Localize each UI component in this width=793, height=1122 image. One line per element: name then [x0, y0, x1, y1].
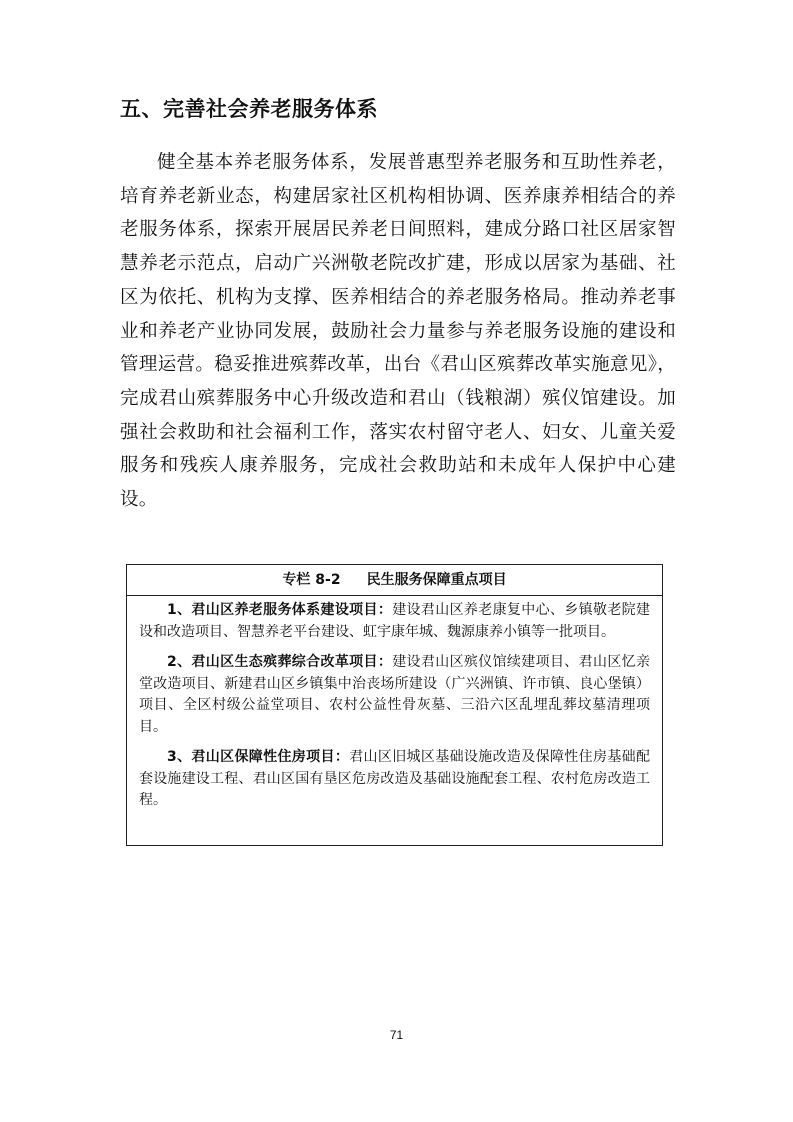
project-item-text: 建设君山区养老康复中心、乡镇敬老院建设和改造项目、智慧养老平台建设、虹宇康年城、魏源康养小镇等一批项目。 [139, 602, 650, 640]
page-number: 71 [389, 1028, 404, 1042]
feature-box [126, 564, 663, 846]
feature-box-body [127, 596, 662, 812]
body-paragraph: 健全基本养老服务体系，发展普惠型养老服务和互助性养老，培育养老新业态，构建居家社区机构相协调、医养康养相结合的养老服务体系，探索开展居民养老日间照料，建成分路口社区居家智慧养老示范点，启动广兴洲敬老院改扩建，形成以居家为基础、社区为依托、机构为支撑、医养相结合的养老服务格局。推动养老事业和养老产业协同发展，鼓励社会力量参与养老服务设施的建设和管理运营。稳妥推进殡葬改革，出台《君山区殡葬改革实施意见》，完成君山殡葬服务中心升级改造和君山（钱粮湖）殡仪馆建设。加强社会救助和社会福利工作，落实农村留守老人、妇女、儿童关爱服务和残疾人康养服务，完成社会救助站和未成年人保护中心建设。 [120, 152, 676, 511]
project-item [139, 747, 650, 812]
project-item-text: 建设君山区殡仪馆续建项目、君山区忆亲堂改造项目、新建君山区乡镇集中治丧场所建设（广兴洲镇、许市镇、良心堡镇）项目、全区村级公益堂项目、农村公益性骨灰墓、三沿六区乱埋乱葬坟墓清理项目。 [139, 654, 650, 735]
project-item-title: 1、君山区养老服务体系建设项目： [167, 602, 393, 618]
project-item [139, 652, 650, 738]
feature-box-header [127, 565, 662, 596]
project-item-title: 2、君山区生态殡葬综合改革项目： [167, 654, 393, 670]
section-heading: 五、完善社会养老服务体系 [120, 97, 378, 121]
project-item-text: 君山区旧城区基础设施改造及保障性住房基础配套设施建设工程、君山区国有垦区危房改造及基础设施配套工程、农村危房改造工程。 [139, 749, 651, 808]
project-item-title: 3、君山区保障性住房项目： [167, 749, 350, 765]
project-item [139, 600, 650, 643]
feature-box-label: 专栏 8-2 [282, 572, 341, 588]
feature-box-title: 民生服务保障重点项目 [366, 572, 507, 588]
